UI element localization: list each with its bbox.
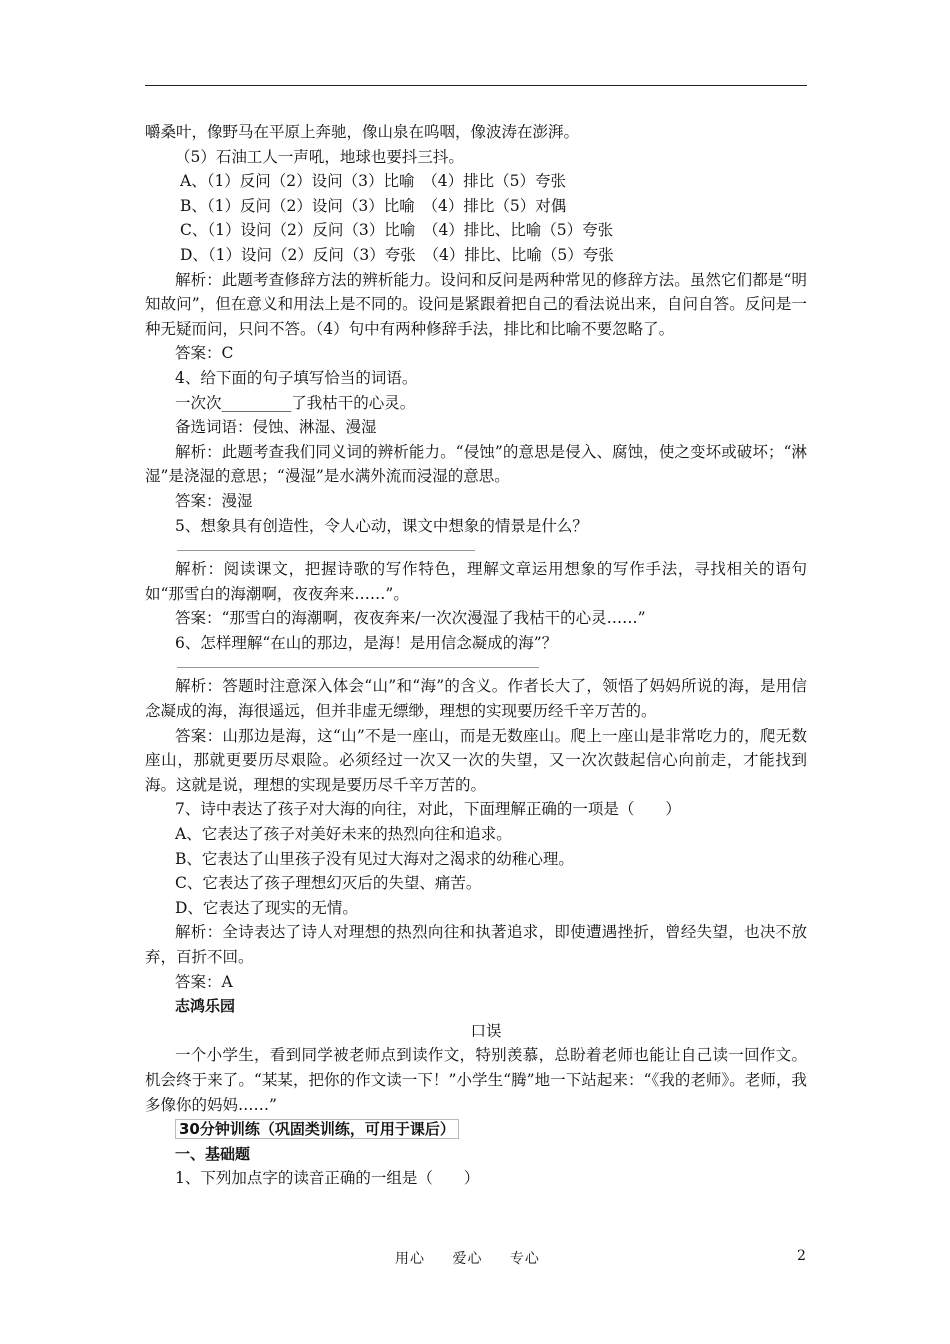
story-title: 口误 — [470, 1021, 502, 1040]
option-line: D、（1）设问（2）反问（3）夸张 （4）排比、比喻（5）夸张 — [180, 245, 614, 264]
footer-word: 爱心 — [452, 1251, 483, 1267]
q4-sentence: 一次次_________了我枯干的心灵。 — [175, 393, 416, 412]
q1-title: 1、下列加点字的读音正确的一组是（ ） — [175, 1169, 480, 1188]
q4-title: 4、给下面的句子填写恰当的词语。 — [175, 368, 418, 387]
text-line: （5）石油工人一声吼，地球也要抖三抖。 — [175, 147, 464, 166]
option-line: C、（1）设问（2）反问（3）比喻 （4）排比、比喻（5）夸张 — [180, 221, 614, 240]
footer-word: 用心 — [395, 1251, 425, 1267]
training-section-heading: 30分钟训练（巩固类训练，可用于课后） — [175, 1119, 459, 1139]
q5-title: 5、想象具有创造性，令人心动，课文中想象的情景是什么？ — [175, 516, 588, 535]
page-number: 2 — [797, 1248, 806, 1264]
q6-answer: 答案：山那边是海，这“山”不是一座山，而是无数座山。爬上一座山是非常吃力的，爬无数座山，那就更要历尽艰险。必须经过一次又一次的失望，又一次次鼓起信心向前走，才能找到海。这就是说，理想的实现是要历尽千辛万苦的。 — [145, 726, 807, 794]
q7-option: B、它表达了山里孩子没有见过大海对之渴求的幼稚心理。 — [175, 849, 574, 868]
q7-option: C、它表达了孩子理想幻灭后的失望、痛苦。 — [175, 874, 482, 893]
q4-analysis: 解析：此题考查我们同义词的辨析能力。“侵蚀”的意思是侵入、腐蚀，使之变坏或破坏；“淋湿”是浇湿的意思；“漫湿”是水满外流而浸湿的意思。 — [145, 442, 807, 486]
q7-answer: 答案：A — [175, 972, 233, 991]
text-line: 嚼桑叶，像野马在平原上奔驰，像山泉在呜咽，像波涛在澎湃。 — [145, 123, 580, 141]
answer-blank-line — [177, 538, 475, 551]
footer-word: 专心 — [509, 1251, 540, 1267]
q6-title: 6、怎样理解“在山的那边，是海！是用信念凝成的海”？ — [175, 633, 558, 652]
basic-section-heading: 一、基础题 — [175, 1144, 251, 1163]
option-line: B、（1）反问（2）设问（3）比喻 （4）排比（5）对偶 — [180, 196, 567, 215]
q5-analysis: 解析：阅读课文，把握诗歌的写作特色，理解文章运用想象的写作手法，寻找相关的语句如“那雪白的海潮啊，夜夜奔来……”。 — [145, 560, 807, 603]
q7-option: D、它表达了现实的无情。 — [175, 898, 358, 917]
document-page — [145, 120, 807, 1191]
q7-analysis: 解析：全诗表达了诗人对理想的热烈向往和执著追求，即使遭遇挫折，曾经失望，也决不放弃，百折不回。 — [145, 923, 807, 966]
q7-option: A、它表达了孩子对美好未来的热烈向往和追求。 — [175, 825, 512, 844]
option-line: A、（1）反问（2）设问（3）比喻 （4）排比（5）夸张 — [180, 172, 567, 191]
q3-analysis: 解析：此题考查修辞方法的辨析能力。设问和反问是两种常见的修辞方法。虽然它们都是“明知故问”，但在意义和用法上是不同的。设问是紧跟着把自己的看法说出来，自问自答。反问是一种无疑而问，只问不答。（4）句中有两种修辞手法，排比和比喻不要忽略了。 — [145, 270, 807, 338]
q3-answer: 答案：C — [175, 344, 234, 363]
section-park-heading: 志鸿乐园 — [175, 997, 236, 1016]
header-rule — [145, 85, 807, 86]
q6-analysis: 解析：答题时注意深入体会“山”和“海”的含义。作者长大了，领悟了妈妈所说的海，是用信念凝成的海，海很遥远，但并非虚无缥缈，理想的实现要历经千辛万苦的。 — [145, 677, 807, 721]
story-text: 一个小学生，看到同学被老师点到读作文，特别羡慕，总盼着老师也能让自己读一回作文。机会终于来了。“某某，把你的作文读一下！”小学生“腾”地一下站起来：“《我的老师》。老师，我多像你的妈妈……” — [145, 1046, 807, 1114]
answer-blank-line — [177, 655, 539, 668]
q7-title: 7、诗中表达了孩子对大海的向往，对此，下面理解正确的一项是（ ） — [175, 800, 681, 819]
q4-answer: 答案：漫湿 — [175, 491, 253, 510]
q5-answer: 答案：“那雪白的海潮啊，夜夜奔来/一次次漫湿了我枯干的心灵……” — [175, 609, 646, 628]
q4-options: 备选词语：侵蚀、淋湿、漫湿 — [175, 418, 377, 437]
